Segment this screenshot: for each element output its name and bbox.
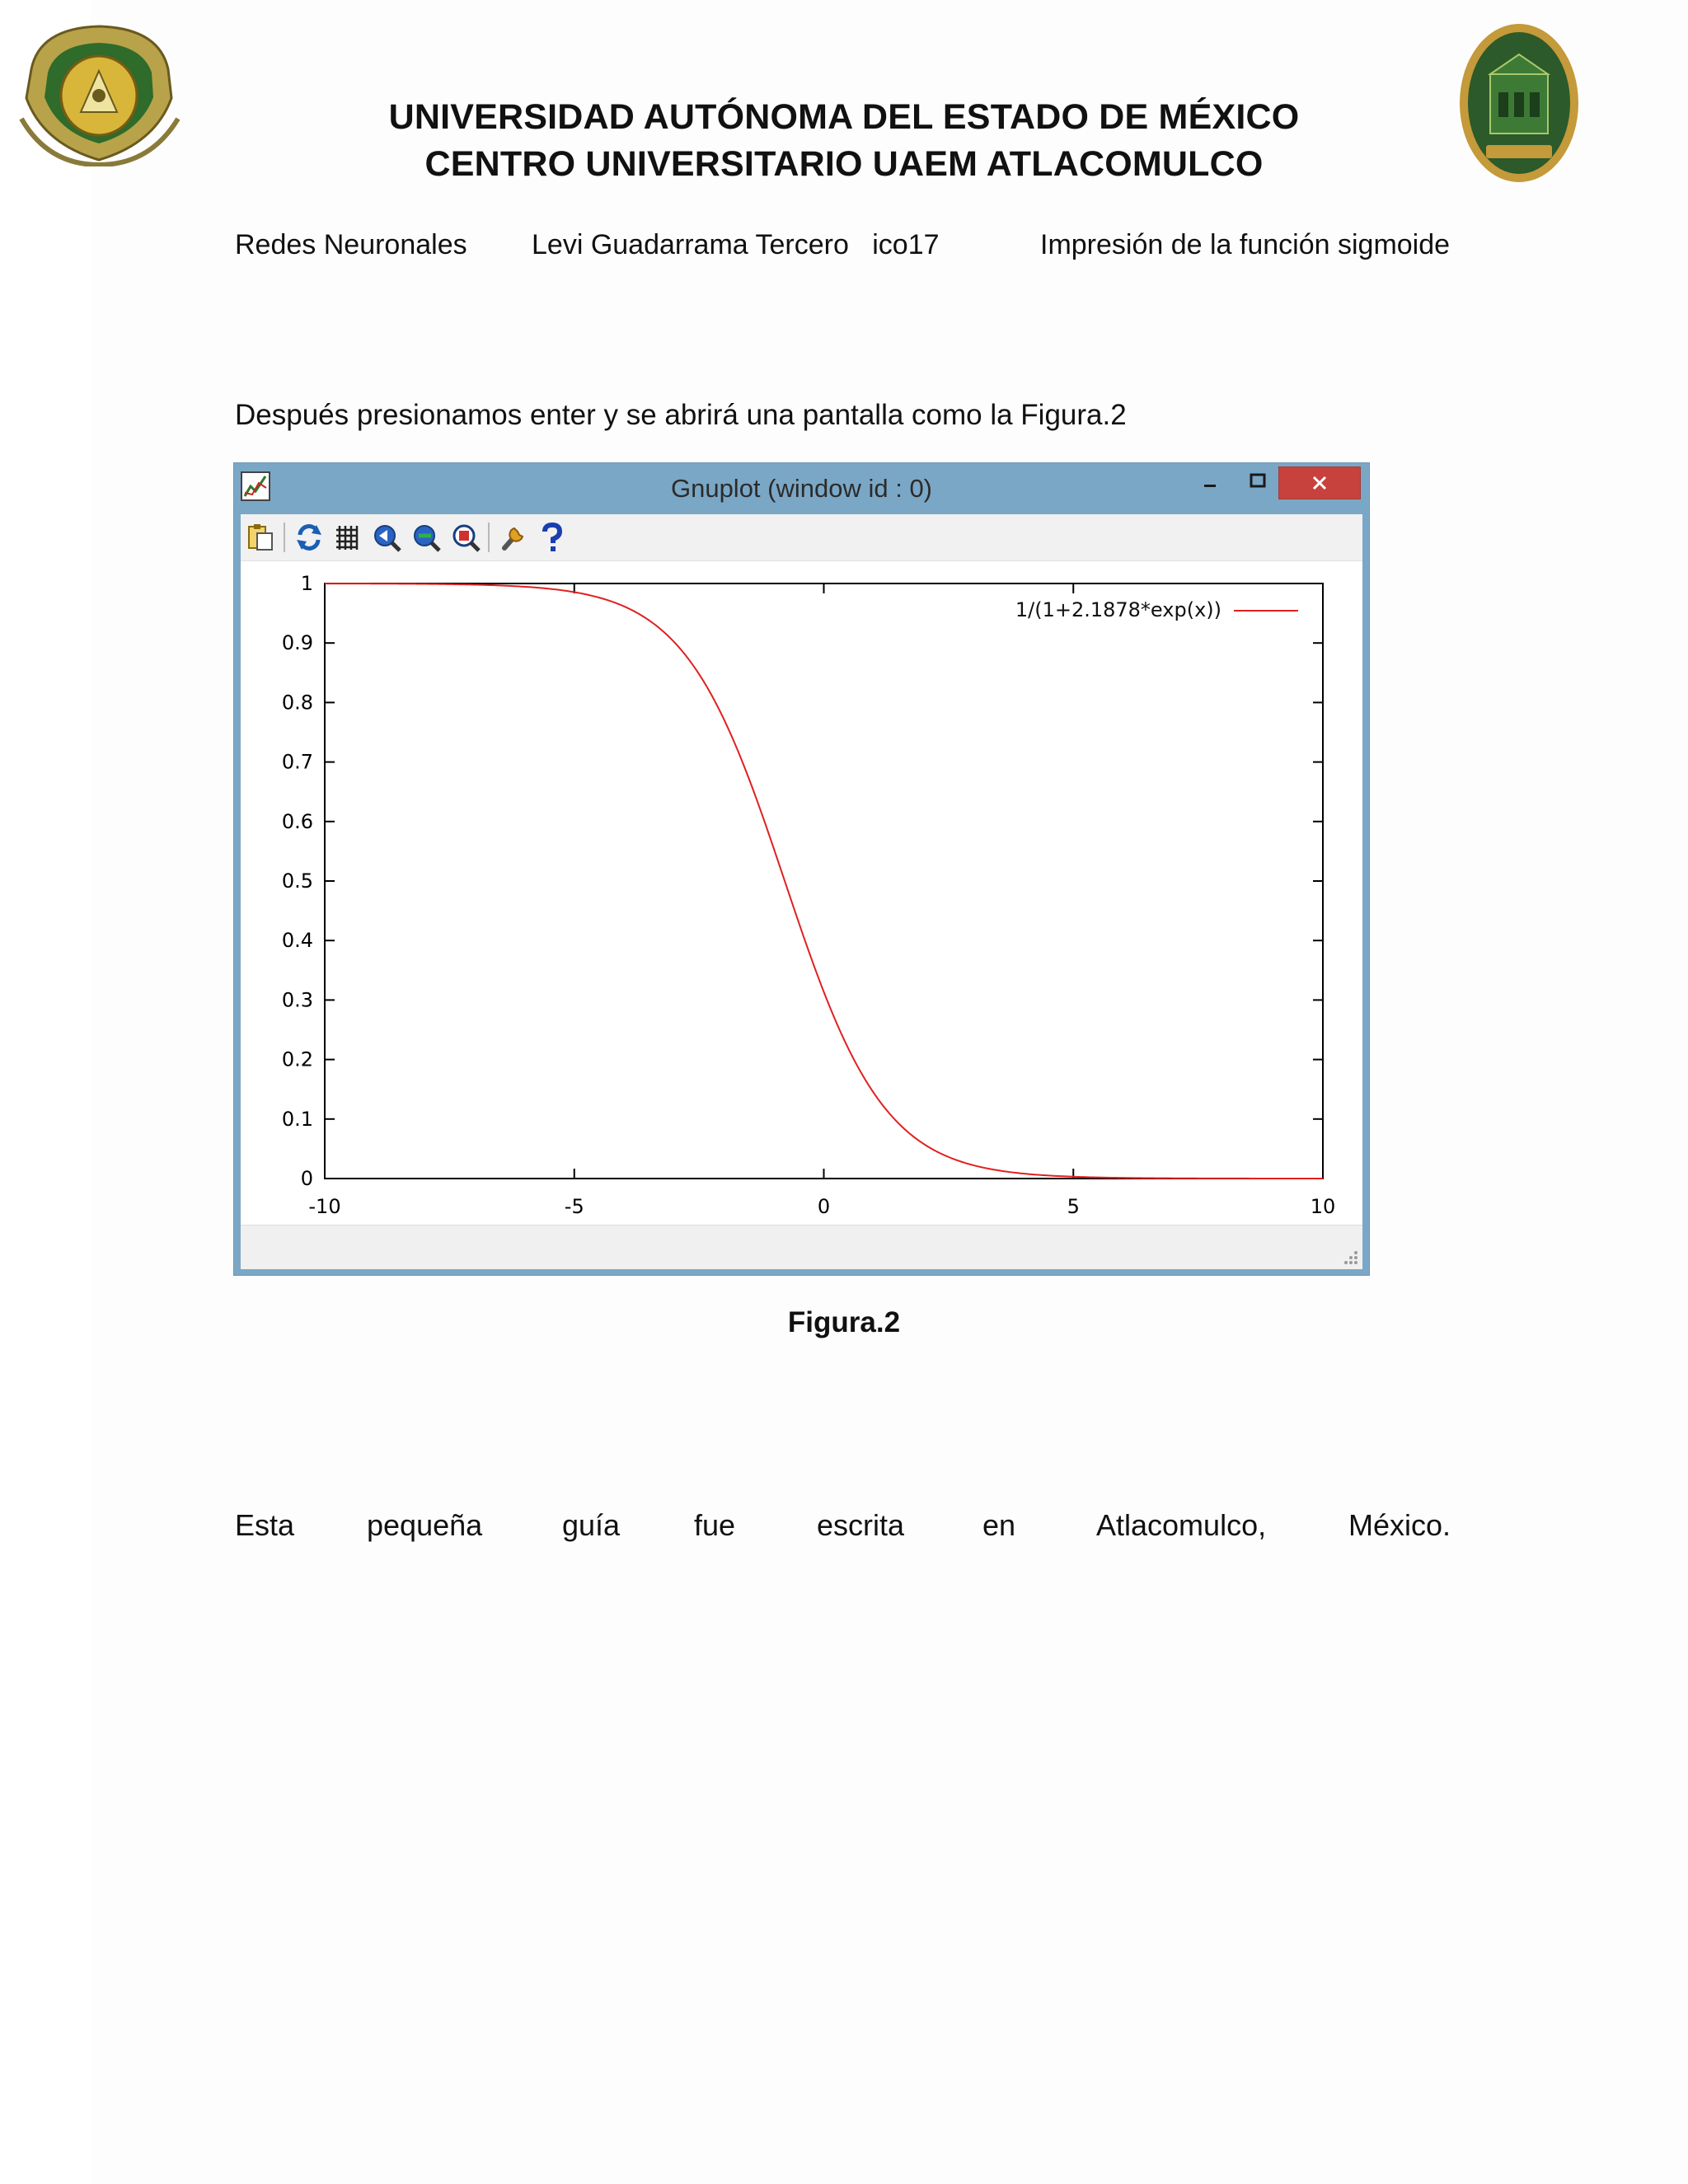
y-tick-label: 0.2 bbox=[281, 1047, 313, 1071]
intro-paragraph: Después presionamos enter y se abrirá una pantalla como la Figura.2 bbox=[235, 399, 1127, 431]
y-tick-label: 0.8 bbox=[281, 691, 313, 715]
series-line-sigmoid bbox=[325, 583, 1323, 1179]
closing-word: Esta bbox=[235, 1508, 295, 1542]
zoom-previous-icon[interactable] bbox=[371, 522, 402, 553]
x-tick-label: -10 bbox=[308, 1195, 341, 1218]
university-title: UNIVERSIDAD AUTÓNOMA DEL ESTADO DE MÉXICO bbox=[388, 97, 1300, 137]
status-bar bbox=[241, 1225, 1362, 1269]
topic-title: Impresión de la función sigmoide bbox=[1040, 229, 1451, 260]
grid-icon[interactable] bbox=[331, 522, 363, 553]
toolbar-separator bbox=[488, 523, 490, 552]
help-icon[interactable] bbox=[536, 522, 567, 553]
y-tick-label: 0.5 bbox=[281, 869, 313, 893]
closing-word: escrita bbox=[817, 1508, 905, 1542]
zoom-next-icon[interactable] bbox=[410, 522, 442, 553]
author-name: Levi Guadarrama Tercero ico17 bbox=[532, 229, 940, 260]
y-tick-label: 0.9 bbox=[281, 631, 313, 655]
closing-word: en bbox=[982, 1508, 1016, 1542]
close-button[interactable] bbox=[1278, 466, 1361, 499]
x-tick-label: -5 bbox=[564, 1195, 584, 1218]
legend-label: 1/(1+2.1878*exp(x)) bbox=[1015, 598, 1221, 621]
options-icon[interactable] bbox=[498, 522, 529, 553]
center-title: CENTRO UNIVERSITARIO UAEM ATLACOMULCO bbox=[424, 144, 1264, 184]
y-tick-label: 0.1 bbox=[281, 1107, 313, 1131]
closing-word: pequeña bbox=[367, 1508, 483, 1542]
y-tick-label: 0.6 bbox=[281, 809, 313, 833]
plot-border bbox=[325, 583, 1323, 1179]
closing-word: México. bbox=[1348, 1508, 1451, 1542]
closing-word: guía bbox=[562, 1508, 621, 1542]
gnuplot-window bbox=[233, 462, 1370, 1276]
unzoom-icon[interactable] bbox=[450, 522, 481, 553]
gnuplot-toolbar bbox=[241, 514, 1362, 561]
x-tick-label: 10 bbox=[1310, 1195, 1336, 1218]
gnuplot-client-area bbox=[241, 514, 1362, 1268]
copy-to-clipboard-icon[interactable] bbox=[246, 522, 277, 553]
y-tick-label: 1 bbox=[300, 572, 313, 595]
sigmoid-plot bbox=[241, 560, 1362, 1225]
toolbar-separator bbox=[284, 523, 285, 552]
closing-word: fue bbox=[694, 1508, 736, 1542]
resize-grip-icon[interactable] bbox=[1341, 1248, 1359, 1266]
replot-icon[interactable] bbox=[293, 522, 325, 553]
course-name: Redes Neuronales bbox=[235, 229, 467, 260]
x-tick-label: 5 bbox=[1067, 1195, 1080, 1218]
y-tick-label: 0.4 bbox=[281, 929, 313, 953]
y-tick-label: 0 bbox=[300, 1167, 313, 1190]
y-tick-label: 0.3 bbox=[281, 988, 313, 1012]
y-tick-label: 0.7 bbox=[281, 750, 313, 774]
window-title: Gnuplot (window id : 0) bbox=[670, 474, 933, 503]
figure-caption: Figura.2 bbox=[787, 1306, 901, 1338]
x-tick-label: 0 bbox=[817, 1195, 831, 1218]
closing-word: Atlacomulco, bbox=[1096, 1508, 1267, 1542]
minimize-button[interactable] bbox=[1190, 466, 1230, 498]
maximize-button[interactable] bbox=[1238, 466, 1278, 498]
page-margin bbox=[0, 0, 91, 2184]
